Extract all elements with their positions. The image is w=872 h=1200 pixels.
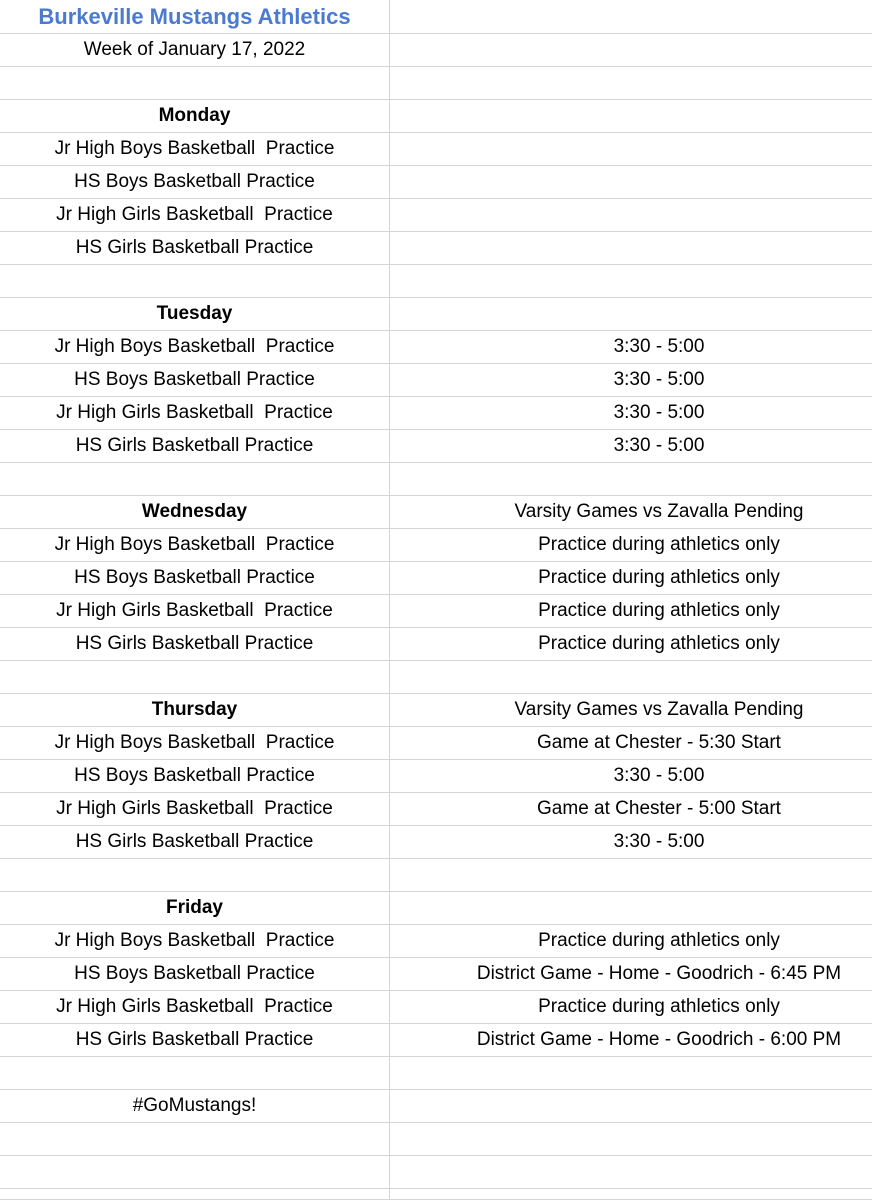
column-a-cell[interactable] — [0, 1123, 390, 1155]
column-a-cell[interactable]: HS Girls Basketball Practice — [0, 430, 390, 462]
sheet-row — [0, 100, 872, 133]
sheet-row — [0, 595, 872, 628]
column-b-cell[interactable] — [390, 199, 872, 231]
column-a-cell[interactable]: HS Boys Basketball Practice — [0, 760, 390, 792]
sheet-row — [0, 463, 872, 496]
column-b-cell[interactable] — [390, 892, 872, 924]
sheet-row — [0, 628, 872, 661]
column-a-cell[interactable]: HS Girls Basketball Practice — [0, 232, 390, 264]
column-b-cell[interactable]: Practice during athletics only — [538, 534, 780, 555]
column-b-cell[interactable] — [390, 67, 872, 99]
column-b-cell[interactable]: Game at Chester - 5:30 Start — [537, 732, 781, 753]
sheet-row — [0, 166, 872, 199]
column-b-cell[interactable]: 3:30 - 5:00 — [613, 765, 705, 786]
column-a-cell[interactable]: HS Girls Basketball Practice — [0, 826, 390, 858]
column-a-cell[interactable]: Jr High Girls Basketball Practice — [0, 595, 390, 627]
column-b-cell[interactable]: Practice during athletics only — [538, 600, 780, 621]
column-b-cell[interactable]: 3:30 - 5:00 — [613, 831, 705, 852]
column-a-cell[interactable]: Jr High Boys Basketball Practice — [0, 925, 390, 957]
column-a-cell[interactable]: HS Girls Basketball Practice — [0, 628, 390, 660]
column-a-cell[interactable]: HS Boys Basketball Practice — [0, 562, 390, 594]
column-a-cell[interactable] — [0, 661, 390, 693]
column-a-cell[interactable] — [0, 463, 390, 495]
sheet-title-cell[interactable]: Burkeville Mustangs Athletics — [0, 0, 390, 33]
column-a-cell[interactable]: Jr High Girls Basketball Practice — [0, 793, 390, 825]
sheet-row — [0, 859, 872, 892]
day-header-cell[interactable]: Friday — [0, 892, 390, 924]
sheet-row — [0, 1057, 872, 1090]
column-a-cell[interactable] — [0, 265, 390, 297]
sheet-row — [0, 496, 872, 529]
sheet-row — [0, 529, 872, 562]
column-b-cell[interactable] — [390, 298, 872, 330]
sheet-row — [0, 298, 872, 331]
sheet-row — [0, 991, 872, 1024]
column-b-cell[interactable] — [390, 166, 872, 198]
column-b-cell[interactable] — [390, 0, 872, 33]
column-a-cell[interactable]: Jr High Boys Basketball Practice — [0, 529, 390, 561]
column-b-cell[interactable] — [390, 100, 872, 132]
column-a-cell[interactable] — [0, 67, 390, 99]
column-a-cell[interactable]: Jr High Girls Basketball Practice — [0, 397, 390, 429]
column-b-cell[interactable] — [390, 661, 872, 693]
sheet-row — [0, 397, 872, 430]
column-b-cell[interactable]: Practice during athletics only — [538, 567, 780, 588]
column-b-cell[interactable] — [390, 1189, 872, 1199]
sheet-row — [0, 1090, 872, 1123]
sheet-row — [0, 661, 872, 694]
sheet-row — [0, 199, 872, 232]
sheet-row — [0, 34, 872, 67]
day-header-cell[interactable]: Wednesday — [0, 496, 390, 528]
sheet-row — [0, 958, 872, 991]
column-a-cell[interactable] — [0, 1189, 390, 1199]
column-b-cell[interactable]: Varsity Games vs Zavalla Pending — [514, 501, 804, 522]
day-header-cell[interactable]: Thursday — [0, 694, 390, 726]
column-b-cell[interactable]: District Game - Home - Goodrich - 6:00 PM — [476, 1029, 842, 1050]
column-a-cell[interactable]: HS Girls Basketball Practice — [0, 1024, 390, 1056]
column-a-cell[interactable]: Jr High Boys Basketball Practice — [0, 331, 390, 363]
column-a-cell[interactable]: Jr High Boys Basketball Practice — [0, 727, 390, 759]
sheet-row — [0, 760, 872, 793]
column-a-cell[interactable] — [0, 859, 390, 891]
sheet-row — [0, 1189, 872, 1200]
column-b-cell[interactable] — [390, 34, 872, 66]
column-a-cell[interactable]: Jr High Boys Basketball Practice — [0, 133, 390, 165]
column-a-cell[interactable]: HS Boys Basketball Practice — [0, 958, 390, 990]
column-b-cell[interactable]: Varsity Games vs Zavalla Pending — [514, 699, 804, 720]
column-b-cell[interactable]: 3:30 - 5:00 — [613, 435, 705, 456]
sheet-row — [0, 0, 872, 34]
column-b-cell[interactable] — [390, 133, 872, 165]
column-a-cell[interactable]: Jr High Girls Basketball Practice — [0, 199, 390, 231]
column-b-cell[interactable] — [390, 1156, 872, 1188]
sheet-row — [0, 694, 872, 727]
column-b-cell[interactable] — [390, 1057, 872, 1089]
sheet-row — [0, 265, 872, 298]
column-a-cell[interactable]: HS Boys Basketball Practice — [0, 364, 390, 396]
column-b-cell[interactable] — [390, 232, 872, 264]
column-b-cell[interactable]: District Game - Home - Goodrich - 6:45 PM — [476, 963, 842, 984]
column-a-cell[interactable]: #GoMustangs! — [0, 1090, 390, 1122]
column-a-cell[interactable]: Jr High Girls Basketball Practice — [0, 991, 390, 1023]
day-header-cell[interactable]: Tuesday — [0, 298, 390, 330]
column-a-cell[interactable]: Week of January 17, 2022 — [0, 34, 390, 66]
sheet-row — [0, 727, 872, 760]
sheet-row — [0, 925, 872, 958]
column-b-cell[interactable]: Practice during athletics only — [538, 996, 780, 1017]
column-b-cell[interactable] — [390, 1090, 872, 1122]
sheet-row — [0, 1156, 872, 1189]
sheet-row — [0, 364, 872, 397]
sheet-row — [0, 232, 872, 265]
column-b-cell[interactable] — [390, 265, 872, 297]
sheet-row — [0, 133, 872, 166]
column-b-cell[interactable]: Practice during athletics only — [538, 930, 780, 951]
sheet-row — [0, 892, 872, 925]
column-b-cell[interactable]: 3:30 - 5:00 — [613, 402, 705, 423]
sheet-row — [0, 793, 872, 826]
sheet-row — [0, 562, 872, 595]
sheet-row — [0, 67, 872, 100]
column-b-cell[interactable] — [390, 1123, 872, 1155]
column-b-cell[interactable] — [390, 859, 872, 891]
sheet-row — [0, 826, 872, 859]
sheet-row — [0, 1024, 872, 1057]
column-b-cell[interactable] — [390, 463, 872, 495]
column-a-cell[interactable] — [0, 1057, 390, 1089]
column-b-cell[interactable]: Game at Chester - 5:00 Start — [537, 798, 781, 819]
column-a-cell[interactable]: HS Boys Basketball Practice — [0, 166, 390, 198]
day-header-cell[interactable]: Monday — [0, 100, 390, 132]
column-a-cell[interactable] — [0, 1156, 390, 1188]
column-b-cell[interactable]: Practice during athletics only — [538, 633, 780, 654]
sheet-row — [0, 1123, 872, 1156]
sheet-row — [0, 331, 872, 364]
sheet-row — [0, 430, 872, 463]
column-b-cell[interactable]: 3:30 - 5:00 — [613, 336, 705, 357]
column-b-cell[interactable]: 3:30 - 5:00 — [613, 369, 705, 390]
